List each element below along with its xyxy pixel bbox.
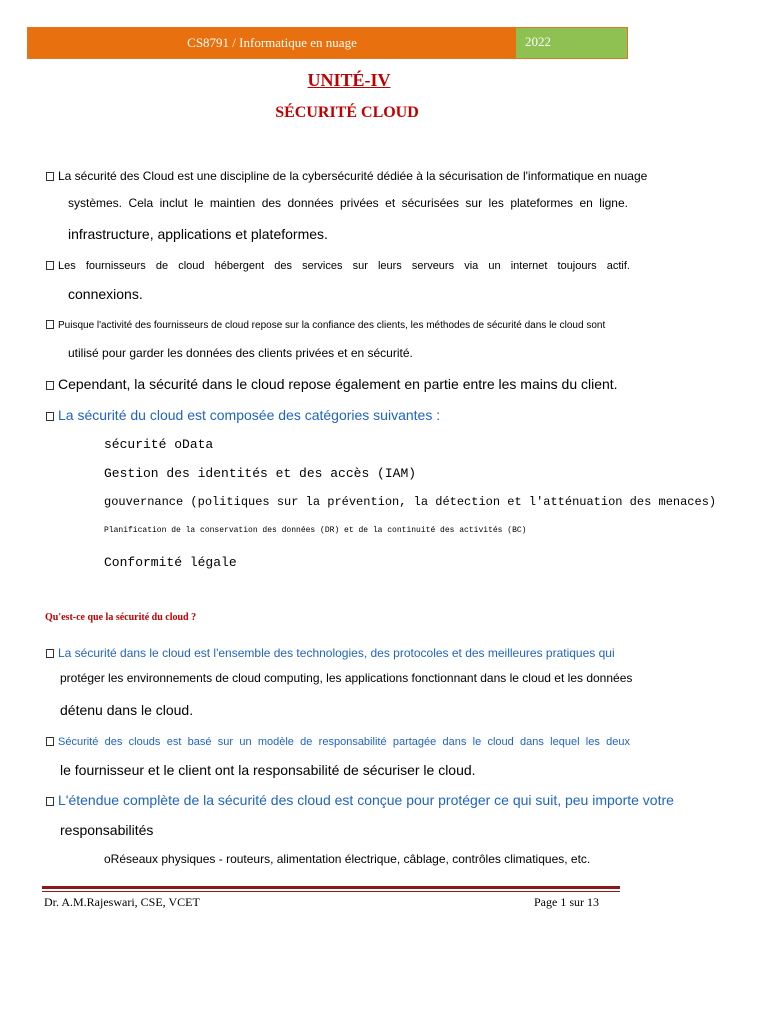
faq-2-line-2: le fournisseur et le client ont la responsabilité de sécuriser le cloud. — [60, 762, 476, 778]
bullet-icon — [46, 381, 54, 390]
bullet-icon — [46, 649, 54, 658]
faq-3-sub-item: oRéseaux physiques - routeurs, alimentation électrique, câblage, contrôles climatiques, etc. — [104, 852, 591, 866]
year-label: 2022 — [516, 28, 627, 58]
footer-page-number: Page 1 sur 13 — [534, 895, 599, 909]
footer-author: Dr. A.M.Rajeswari, CSE, VCET — [44, 895, 200, 909]
unit-title: UNITÉ-IV — [307, 70, 391, 90]
paragraph-4-line-1: Cependant, la sécurité dans le cloud repose également en partie entre les mains du client. — [46, 376, 618, 392]
paragraph-3-line-2: utilisé pour garder les données des clients privées et en sécurité. — [68, 346, 413, 360]
paragraph-1-line-3: infrastructure, applications et plateformes. — [68, 226, 328, 242]
section-title: SÉCURITÉ CLOUD — [275, 104, 419, 121]
bullet-icon — [46, 797, 54, 806]
bullet-icon — [46, 261, 54, 270]
paragraph-3-line-1: Puisque l'activité des fournisseurs de cloud repose sur la confiance des clients, les méthodes de sécurité dans le cloud sont — [46, 320, 605, 331]
bullet-icon — [46, 320, 54, 329]
bullet-icon — [46, 737, 54, 746]
header-bar — [27, 27, 628, 59]
faq-heading: Qu'est-ce que la sécurité du cloud ? — [45, 612, 197, 623]
footer-rule-thin — [42, 891, 620, 892]
category-item: Planification de la conservation des données (DR) et de la continuité des activités (BC) — [104, 526, 527, 535]
category-item: gouvernance (politiques sur la prévention, la détection et l'atténuation des menaces) — [104, 495, 717, 509]
category-item: sécurité oData — [104, 437, 214, 452]
course-title: CS8791 / Informatique en nuage — [28, 28, 516, 58]
faq-1-line-2: protéger les environnements de cloud computing, les applications fonctionnant dans le cloud et les données — [60, 671, 633, 685]
paragraph-5-line-1: La sécurité du cloud est composée des catégories suivantes : — [46, 407, 440, 423]
category-item: Gestion des identités et des accès (IAM) — [104, 466, 417, 481]
paragraph-1-line-2: systèmes. Cela inclut le maintien des données privées et sécurisées sur les plateformes en ligne. — [68, 196, 628, 210]
faq-1-line-3: détenu dans le cloud. — [60, 702, 194, 718]
paragraph-2-line-1: Les fournisseurs de cloud hébergent des services sur leurs serveurs via un internet toujours actif. — [46, 260, 630, 272]
footer-rule — [42, 886, 620, 889]
bullet-icon — [46, 412, 54, 421]
paragraph-1-line-1: La sécurité des Cloud est une discipline de la cybersécurité dédiée à la sécurisation de l'informatique en nuage — [46, 169, 647, 183]
faq-3-line-1: L'étendue complète de la sécurité des cloud est conçue pour protéger ce qui suit, peu importe votre — [46, 792, 674, 808]
paragraph-2-line-2: connexions. — [68, 286, 143, 302]
faq-3-line-2: responsabilités — [60, 822, 154, 838]
bullet-icon — [46, 172, 54, 181]
faq-1-line-1: La sécurité dans le cloud est l'ensemble des technologies, des protocoles et des meilleures pratiques qui — [46, 646, 615, 660]
faq-2-line-1: Sécurité des clouds est basé sur un modèle de responsabilité partagée dans le cloud dans lequel les deux — [46, 736, 630, 748]
category-item: Conformité légale — [104, 555, 237, 570]
